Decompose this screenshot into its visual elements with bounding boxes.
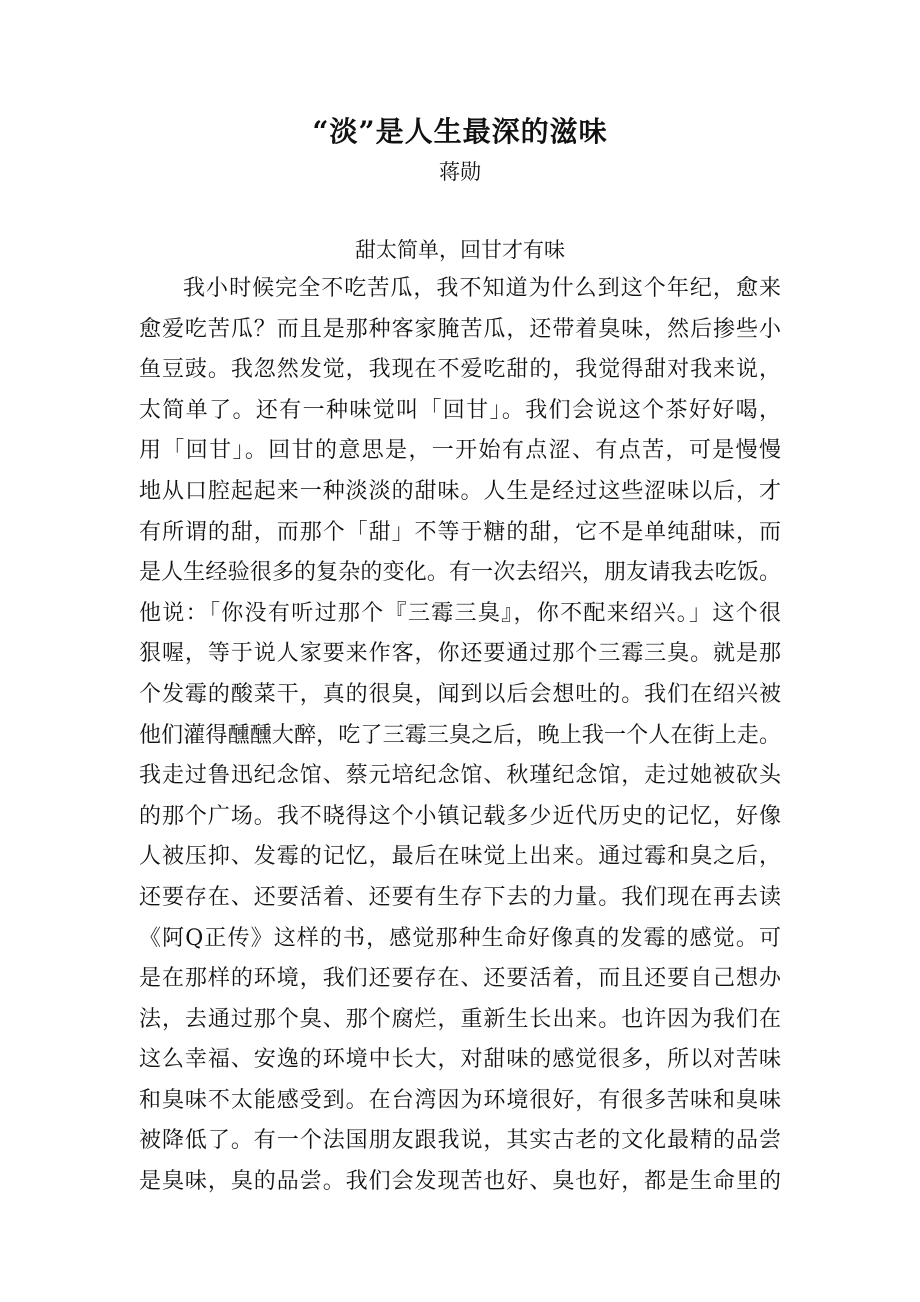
text-line: 还要存在、还要活着、还要有生存下去的力量。我们现在再去读	[139, 884, 781, 910]
text-line: 个发霉的酸菜干，真的很臭，闻到以后会想吐的。我们在绍兴被	[139, 681, 781, 707]
text-line: 的那个广场。我不晓得这个小镇记载多少近代历史的记忆，好像	[139, 803, 781, 829]
text-line: 用「回甘」。回甘的意思是，一开始有点涩、有点苦，可是慢慢	[139, 438, 781, 464]
text-line: 狠喔，等于说人家要来作客，你还要通过那个三霉三臭。就是那	[139, 641, 781, 667]
text-line: 是臭味，臭的品尝。我们会发现苦也好、臭也好，都是生命里的	[139, 1169, 781, 1195]
text-line: 愈爱吃苦瓜？而且是那种客家腌苦瓜，还带着臭味，然后掺些小	[139, 316, 781, 342]
text-line: 鱼豆豉。我忽然发觉，我现在不爱吃甜的，我觉得甜对我来说，	[139, 357, 781, 383]
text-line: 有所谓的甜，而那个「甜」不等于糖的甜，它不是单纯甜味，而	[139, 519, 781, 545]
text-line: 他们灌得醺醺大醉，吃了三霉三臭之后，晚上我一个人在街上走。	[139, 722, 781, 748]
author-name: 蒋勋	[439, 160, 481, 184]
text-line: 法，去通过那个臭、那个腐烂，重新生长出来。也许因为我们在	[139, 1006, 781, 1032]
text-line: 是人生经验很多的复杂的变化。有一次去绍兴，朋友请我去吃饭。	[139, 560, 781, 586]
text-line: 《阿Q正传》这样的书，感觉那种生命好像真的发霉的感觉。可	[139, 925, 781, 951]
section-subtitle: 甜太简单，回甘才有味	[355, 238, 565, 262]
text-line: 太简单了。还有一种味觉叫「回甘」。我们会说这个茶好好喝，	[139, 397, 781, 423]
text-line: 和臭味不太能感受到。在台湾因为环境很好，有很多苦味和臭味	[139, 1087, 781, 1113]
text-line: 是在那样的环境，我们还要存在、还要活着，而且还要自己想办	[139, 966, 781, 992]
text-line: 地从口腔起起来一种淡淡的甜味。人生是经过这些涩味以后，才	[139, 478, 781, 504]
text-line: 这么幸福、安逸的环境中长大，对甜味的感觉很多，所以对苦味	[139, 1047, 781, 1073]
text-line: 我走过鲁迅纪念馆、蔡元培纪念馆、秋瑾纪念馆，走过她被砍头	[139, 763, 781, 789]
text-line: 被降低了。有一个法国朋友跟我说，其实古老的文化最精的品尝	[139, 1128, 781, 1154]
body-paragraph	[139, 269, 781, 1203]
text-line: 他说：「你没有听过那个『三霉三臭』，你不配来绍兴。」这个很	[139, 600, 781, 626]
text-line: 我小时候完全不吃苦瓜，我不知道为什么到这个年纪，愈来	[183, 276, 781, 301]
document-title: “淡”是人生最深的滋味	[312, 115, 608, 148]
text-line: 人被压抑、发霉的记忆，最后在味觉上出来。通过霉和臭之后，	[139, 844, 781, 870]
